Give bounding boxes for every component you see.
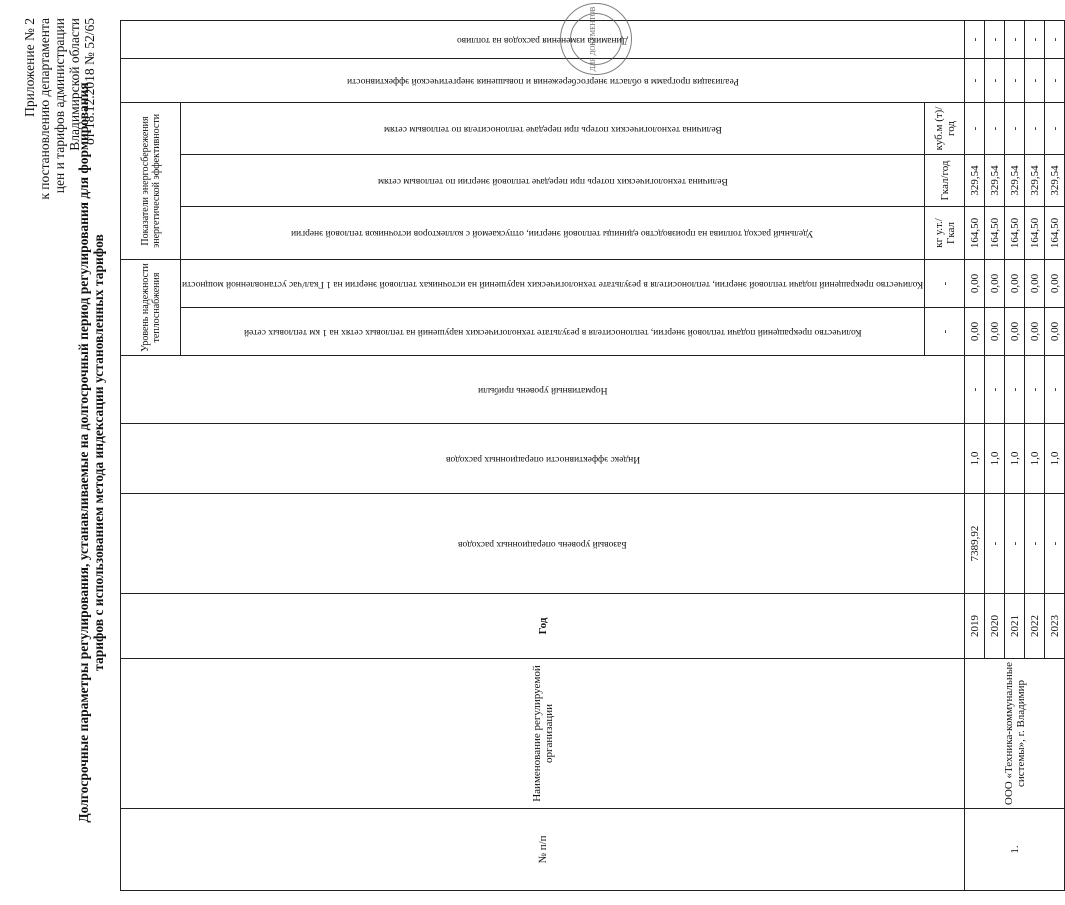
header-outages-network <box>181 308 925 356</box>
cell-year: 2020 <box>985 594 1005 659</box>
cell-outages-network: 0,00 <box>1005 308 1025 356</box>
cell-year: 2022 <box>1025 594 1045 659</box>
unit-carrier-losses: куб.м (т)/год <box>925 102 965 154</box>
cell-fuel-dynamics: - <box>1025 20 1045 58</box>
header-heat-losses <box>181 155 925 207</box>
cell-outages-network: 0,00 <box>1045 308 1065 356</box>
cell-program: - <box>985 58 1005 102</box>
organization-name: ООО «Техника-коммунальные системы», г. Владимир <box>965 659 1065 809</box>
cell-outages-sources: 0,00 <box>1005 260 1025 308</box>
header-profit-level <box>121 356 965 424</box>
header-efficiency-index <box>121 424 965 494</box>
cell-base-costs: - <box>985 494 1005 594</box>
cell-base-costs: - <box>1045 494 1065 594</box>
header-row-1 <box>121 20 181 890</box>
cell-profit-level: - <box>1025 356 1045 424</box>
cell-base-costs: - <box>1005 494 1025 594</box>
cell-fuel-rate: 164,50 <box>1025 207 1045 260</box>
cell-efficiency-index: 1,0 <box>965 424 985 494</box>
header-carrier-losses <box>181 102 925 154</box>
cell-outages-sources: 0,00 <box>985 260 1005 308</box>
header-outages-sources-text: Количество прекращений подачи тепловой энергии, теплоносителя в результате технологических нарушений на источниках тепловой энергии на 1 Гкал/час установленной мощности <box>182 278 924 289</box>
appendix-line-3: цен и тарифов администрации <box>52 18 67 194</box>
header-org: Наименование регулируемой организации <box>121 659 965 809</box>
header-base-costs <box>121 494 965 594</box>
appendix-line-4: Владимирской области <box>67 18 82 151</box>
cell-heat-losses: 329,54 <box>1045 155 1065 207</box>
header-reliability-group: Уровень надежности теплоснабжения <box>121 260 181 356</box>
appendix-line-1: Приложение № 2 <box>22 18 37 117</box>
cell-carrier-losses: - <box>1005 102 1025 154</box>
cell-carrier-losses: - <box>1045 102 1065 154</box>
cell-efficiency-index: 1,0 <box>985 424 1005 494</box>
header-program-text: Реализация программ в области энергосбережения и повышения энергетической эффективности <box>346 75 739 86</box>
header-fuel-dynamics-text: Динамика изменения расходов на топливо <box>457 34 629 45</box>
cell-outages-sources: 0,00 <box>1045 260 1065 308</box>
stamp-text: ДЛЯ ДОКУМЕНТОВ <box>589 6 597 72</box>
header-fuel-dynamics <box>121 20 965 58</box>
header-carrier-losses-text: Величина технологических потерь при передаче теплоносителя по тепловым сетям <box>383 123 722 134</box>
header-profit-level-text: Нормативный уровень прибыли <box>477 384 608 395</box>
appendix-line-2: к постановлению департамента <box>37 18 52 200</box>
cell-year: 2019 <box>965 594 985 659</box>
header-base-costs-text: Базовый уровень операционных расходов <box>458 538 627 549</box>
cell-outages-network: 0,00 <box>1025 308 1045 356</box>
cell-fuel-rate: 164,50 <box>1005 207 1025 260</box>
cell-base-costs: - <box>1025 494 1045 594</box>
cell-year: 2023 <box>1045 594 1065 659</box>
cell-year: 2021 <box>1005 594 1025 659</box>
table-row <box>965 20 985 890</box>
cell-heat-losses: 329,54 <box>1005 155 1025 207</box>
cell-outages-sources: 0,00 <box>965 260 985 308</box>
cell-program: - <box>1005 58 1025 102</box>
parameters-table <box>120 20 1065 891</box>
cell-outages-network: 0,00 <box>965 308 985 356</box>
header-fuel-rate <box>181 207 925 260</box>
header-efficiency-index-text: Индекс эффективности операционных расходов <box>445 453 640 464</box>
appendix-line-5: от 18.12.2018 № 52/65 <box>82 18 97 145</box>
cell-fuel-dynamics: - <box>985 20 1005 58</box>
title-line-1: Долгосрочные параметры регулирования, устанавливаемые на долгосрочный период регулирования для формирования <box>76 82 91 823</box>
cell-fuel-rate: 164,50 <box>1045 207 1065 260</box>
document-title <box>76 20 106 885</box>
cell-fuel-dynamics: - <box>1045 20 1065 58</box>
unit-heat-losses: Гкал/год <box>925 155 965 207</box>
cell-fuel-rate: 164,50 <box>985 207 1005 260</box>
cell-fuel-dynamics: - <box>965 20 985 58</box>
cell-heat-losses: 329,54 <box>1025 155 1045 207</box>
cell-heat-losses: 329,54 <box>965 155 985 207</box>
cell-carrier-losses: - <box>965 102 985 154</box>
cell-heat-losses: 329,54 <box>985 155 1005 207</box>
cell-efficiency-index: 1,0 <box>1025 424 1045 494</box>
cell-profit-level: - <box>985 356 1005 424</box>
cell-program: - <box>1045 58 1065 102</box>
cell-base-costs: 7389,92 <box>965 494 985 594</box>
cell-program: - <box>1025 58 1045 102</box>
unit-outages-sources: - <box>925 260 965 308</box>
cell-fuel-dynamics: - <box>1005 20 1025 58</box>
cell-profit-level: - <box>1005 356 1025 424</box>
header-program <box>121 58 965 102</box>
header-outages-sources <box>181 260 925 308</box>
unit-fuel-rate: кг у.т./Гкал <box>925 207 965 260</box>
header-heat-losses-text: Величина технологических потерь при передаче тепловой энергии по тепловым сетям <box>377 175 728 186</box>
row-number: 1. <box>965 809 1065 891</box>
unit-outages-network: - <box>925 308 965 356</box>
header-num: № п/п <box>121 809 965 891</box>
cell-carrier-losses: - <box>985 102 1005 154</box>
cell-efficiency-index: 1,0 <box>1005 424 1025 494</box>
header-outages-network-text: Количество прекращений подачи тепловой энергии, теплоносителя в результате технологических нарушений на тепловых сетях на 1 км тепловых сетей <box>243 326 862 337</box>
cell-profit-level: - <box>1045 356 1065 424</box>
cell-program: - <box>965 58 985 102</box>
cell-outages-sources: 0,00 <box>1025 260 1045 308</box>
cell-profit-level: - <box>965 356 985 424</box>
cell-fuel-rate: 164,50 <box>965 207 985 260</box>
header-year: Год <box>121 594 965 659</box>
header-fuel-rate-text: Удельный расход топлива на производство единицы тепловой энергии, отпускаемой с коллекторов источников тепловой энергии <box>291 228 814 239</box>
header-energy-group: Показатели энергосбережения энергетической эффективности <box>121 102 181 259</box>
cell-outages-network: 0,00 <box>985 308 1005 356</box>
official-stamp <box>560 3 632 75</box>
title-line-2: тарифов с использованием метода индексации установленных тарифов <box>91 234 106 671</box>
cell-efficiency-index: 1,0 <box>1045 424 1065 494</box>
cell-carrier-losses: - <box>1025 102 1045 154</box>
